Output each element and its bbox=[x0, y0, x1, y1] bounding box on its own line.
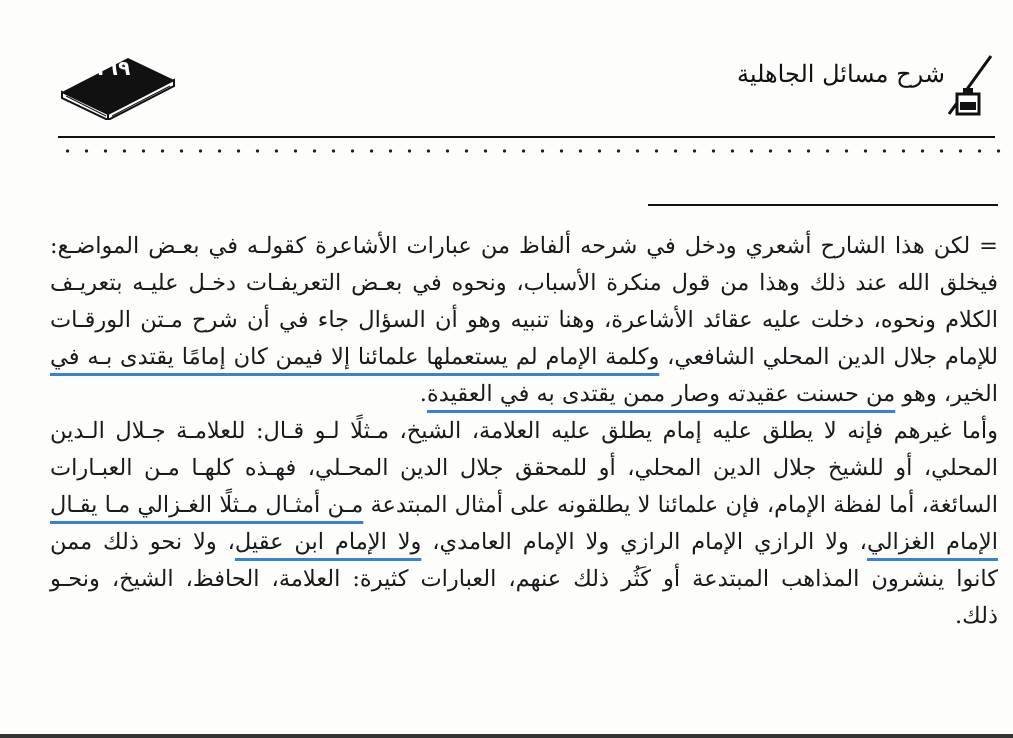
text-segment: للإمام جلال الدين المحلي الشافعي، bbox=[659, 344, 998, 370]
text-line bbox=[50, 265, 998, 302]
text-line bbox=[50, 339, 998, 376]
text-line bbox=[50, 450, 998, 487]
book-title: شرح مسائل الجاهلية bbox=[736, 60, 945, 88]
text-segment: ، ولا الرازي الإمام الرازي ولا الإمام العامدي، bbox=[421, 529, 867, 555]
text-segment: ذلك. bbox=[955, 603, 998, 629]
dotted-separator bbox=[58, 148, 1003, 154]
text-line bbox=[50, 228, 998, 265]
underlined-text: ولا الإمام ابن عقيل bbox=[234, 529, 422, 555]
text-line bbox=[50, 561, 998, 598]
page-number: ١٦٩ bbox=[93, 56, 131, 80]
bottom-edge bbox=[0, 734, 1013, 738]
text-segment: كانوا ينشرون المذاهب المبتدعة أو كَثُر ذلك عنهم، العبارات كثيرة: العلامة، الحافظ، الشيخ، ونحـو bbox=[50, 566, 998, 592]
underlined-text: مـن أمثـال مـثلًا الغـزالي مـا يقـال bbox=[50, 492, 364, 518]
text-segment: فيخلق الله عند ذلك وهذا من قول منكرة الأسباب، ونحوه في بعـض التعريفـات دخـل عليـه بتعريـف bbox=[50, 270, 998, 296]
underlined-text: من حسنت عقيدته وصار ممن يقتدى به في العقيدة bbox=[426, 381, 896, 407]
text-line bbox=[50, 413, 998, 450]
inkwell-quill-icon bbox=[943, 50, 995, 120]
text-line bbox=[50, 598, 998, 635]
text-line bbox=[50, 524, 998, 561]
underlined-text: وكلمة الإمام لم يستعملها علمائنا إلا فيمن كان إمامًا يقتدى بـه في bbox=[50, 344, 660, 370]
text-line bbox=[50, 302, 998, 339]
text-line bbox=[50, 487, 998, 524]
text-segment: الخير، وهو bbox=[895, 381, 998, 407]
text-line bbox=[50, 376, 998, 413]
page-header bbox=[0, 40, 1013, 130]
paragraph bbox=[50, 413, 998, 635]
underlined-text: الإمام الغزالي bbox=[866, 529, 998, 555]
text-segment: = لكن هذا الشارح أشعري ودخل في شرحه ألفاظ من عبارات الأشاعرة كقولـه في بعـض المواضـع: bbox=[50, 233, 998, 259]
text-segment: وأما غيرهم فإنه لا يطلق عليه إمام يطلق عليه العلامة، الشيخ، مـثلًا لـو قـال: للعلامـة جـلال الـدين bbox=[50, 418, 998, 444]
body-text bbox=[50, 228, 998, 635]
footnote-separator bbox=[648, 204, 998, 206]
text-segment: الكلام ونحوه، دخلت عليه عقائد الأشاعرة، وهنا تنبيه وهو أن السؤال جاء في أن شرح مـتن الورقـات bbox=[50, 307, 998, 333]
text-segment: ، ولا نحو ذلك ممن bbox=[50, 529, 235, 555]
header-rule bbox=[58, 136, 995, 138]
text-segment: السائغة، أما لفظة الإمام، فإن علمائنا لا يطلقونه على أمثال المبتدعة bbox=[363, 492, 999, 518]
paragraph bbox=[50, 228, 998, 413]
text-segment: . bbox=[419, 381, 427, 407]
text-segment: المحلي، أو للشيخ جلال الدين المحلي، أو للمحقق جلال الدين المحـلي، فهـذه كلهـا مـن العبـارات bbox=[50, 455, 998, 481]
